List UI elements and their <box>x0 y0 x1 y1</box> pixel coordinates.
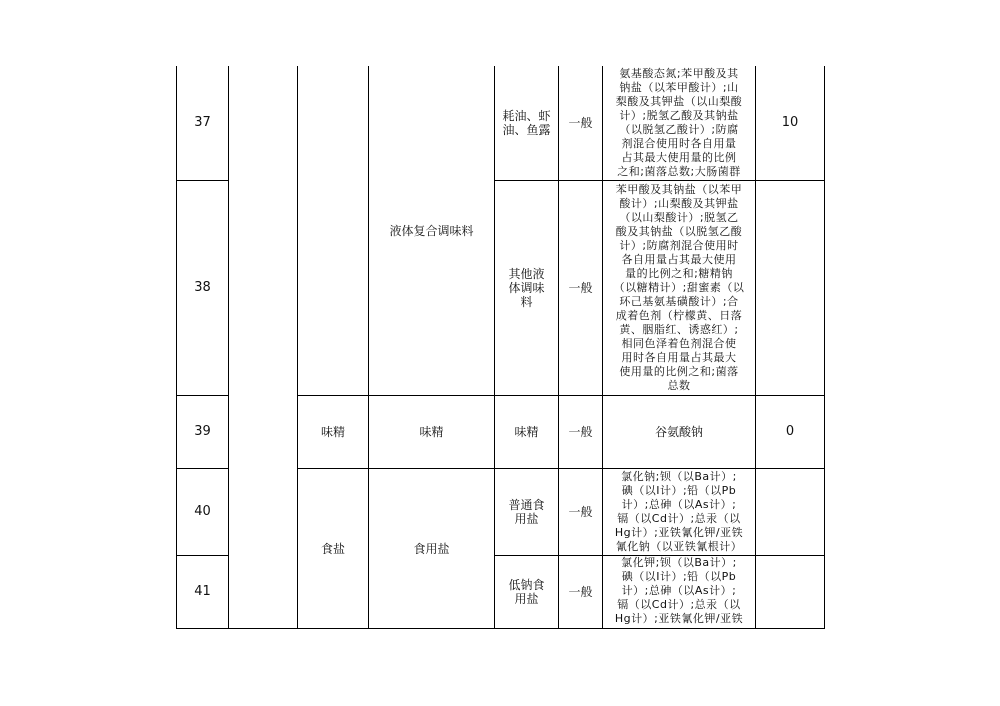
row38-number: 38 <box>194 280 211 295</box>
row41-test-items: 氯化钾;钡（以Ba计）; 碘（以I计）;铅（以Pb 计）;总砷（以As计）; 镉（以Cd计）;总汞（以 Hg计）;亚铁氰化钾/亚铁 <box>614 556 744 625</box>
row40-count <box>756 469 824 555</box>
table-border-bottom <box>176 628 825 629</box>
row39-subsubcategory: 味精 <box>419 425 444 439</box>
row40-type: 普通食 用盐 <box>508 498 545 526</box>
row38-type: 其他液 体调味 料 <box>508 267 545 309</box>
row39-subcategory: 味精 <box>320 425 345 439</box>
row39-level: 一般 <box>568 425 593 439</box>
row37-count: 10 <box>781 115 799 130</box>
liquid-compound-seasoning-cell: 液体复合调味料 <box>389 223 474 238</box>
row37-level: 一般 <box>568 116 593 130</box>
row39-type: 味精 <box>514 425 539 439</box>
salt-category-cell: 食盐 <box>320 541 345 556</box>
row41-count <box>756 556 824 628</box>
row38-count <box>756 181 824 395</box>
row40-level: 一般 <box>568 505 593 519</box>
row41-type: 低钠食 用盐 <box>508 578 545 606</box>
row40-test-items: 氯化钠;钡（以Ba计）; 碘（以I计）;铅（以Pb 计）;总砷（以As计）; 镉（以Cd计）;总汞（以 Hg计）;亚铁氰化钾/亚铁 氰化钠（以亚铁氰根计） <box>614 470 744 553</box>
row41-level: 一般 <box>568 585 593 599</box>
row37-type: 耗油、虾 油、鱼露 <box>502 109 551 137</box>
row37-number: 37 <box>194 115 211 130</box>
row41-number: 41 <box>194 584 211 599</box>
table-border-right <box>824 66 825 629</box>
row38-level: 一般 <box>568 281 593 295</box>
col-line-2 <box>228 66 229 629</box>
row40-number: 40 <box>194 504 211 519</box>
row39-test-items: 谷氨酸钠 <box>654 425 703 439</box>
row39-count: 0 <box>785 424 795 439</box>
edible-salt-subcategory-cell: 食用盐 <box>413 541 450 556</box>
row39-number: 39 <box>194 424 211 439</box>
row38-test-items: 苯甲酸及其钠盐（以苯甲 酸计）;山梨酸及其钾盐 （以山梨酸计）;脱氢乙 酸及其钠盐（以脱氢乙酸 计）;防腐剂混合使用时 各自用量占其最大使用 量的比例之和;糖精钠 （以糖精计）;甜蜜素（以 环己基氨基磺酸计）;合 成着色剂（柠檬黄、日落 黄、胭脂红、诱惑红）; 相同色泽着色剂混合使 用时各自用量占其最大 使用量的比例之和;菌落 总数 <box>613 183 745 392</box>
row37-test-items: 氨基酸态氮;苯甲酸及其 钠盐（以苯甲酸计）;山 梨酸及其钾盐（以山梨酸 计）;脱氢乙酸及其钠盐 （以脱氢乙酸计）;防腐 剂混合使用时各自用量 占其最大使用量的比例 之和;菌落总数;大肠菌群 <box>615 67 743 178</box>
